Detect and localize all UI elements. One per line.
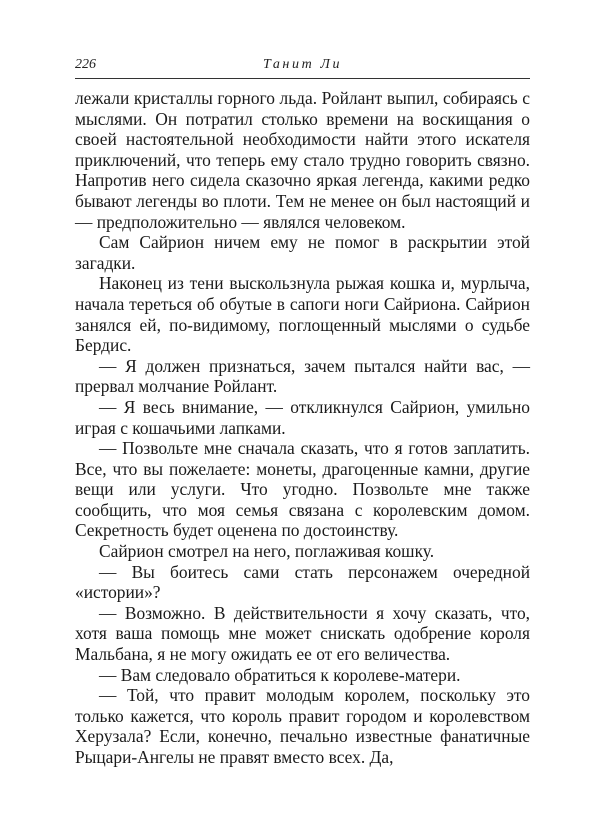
page-header xyxy=(75,57,530,77)
running-head-author: Танит Ли xyxy=(262,57,343,72)
header-rule xyxy=(75,78,530,79)
paragraph: — Я должен признаться, зачем пытался найти вас, — прервал молчание Ройлант. xyxy=(75,355,530,397)
paragraph: — Вы боитесь сами стать персонажем очередной «истории»? xyxy=(75,561,530,603)
paragraph: — Возможно. В действительности я хочу сказать, что, хотя ваша помощь мне может снискать одобрение короля Мальбана, я не могу ожидать ее от его величества. xyxy=(75,602,530,665)
paragraph: Сам Сайрион ничем ему не помог в раскрытии этой загадки. xyxy=(75,232,530,273)
paragraph: Сайрион смотрел на него, поглаживая кошку. xyxy=(99,541,435,562)
paragraph: Наконец из тени выскользнула рыжая кошка и, мурлыча, начала тереться об обутые в сапоги ноги Сайриона. Сайрион занялся ей, по-видимому, поглощенный мыслями о судьбе Бердис. xyxy=(75,273,530,356)
paragraph: — Позвольте мне сначала сказать, что я готов заплатить. Все, что вы пожелаете: монеты, драгоценные камни, другие вещи или услуги. Что угодно. Позвольте мне также сообщить, что моя семья связана с королевским домом. Секретность будет оценена по достоинству. xyxy=(75,438,530,541)
paragraph: — Вам следовало обратиться к королеве-матери. xyxy=(99,664,461,685)
page-number: 226 xyxy=(75,57,96,72)
paragraph: — Той, что правит молодым королем, поскольку это только кажется, что король правит городом и королевством Херузала? Если, конечно, печально известные фанатичные Рыцари-Ангелы не правят вместо всех. Да, xyxy=(75,685,530,767)
body-text xyxy=(75,88,530,768)
paragraph: лежали кристаллы горного льда. Ройлант выпил, собираясь с мыслями. Он потратил столько времени на воскищания о своей настоятельной необходимости найти этого искателя приключений, что теперь ему стало трудно говорить связно. Напротив него сидела сказочно яркая легенда, какими редко бывают легенды во плоти. Тем не менее он был настоящий и — предположительно — являлся человеком. xyxy=(75,88,530,232)
paragraph: — Я весь внимание, — откликнулся Сайрион, умильно играя с кошачьими лапками. xyxy=(75,396,530,438)
